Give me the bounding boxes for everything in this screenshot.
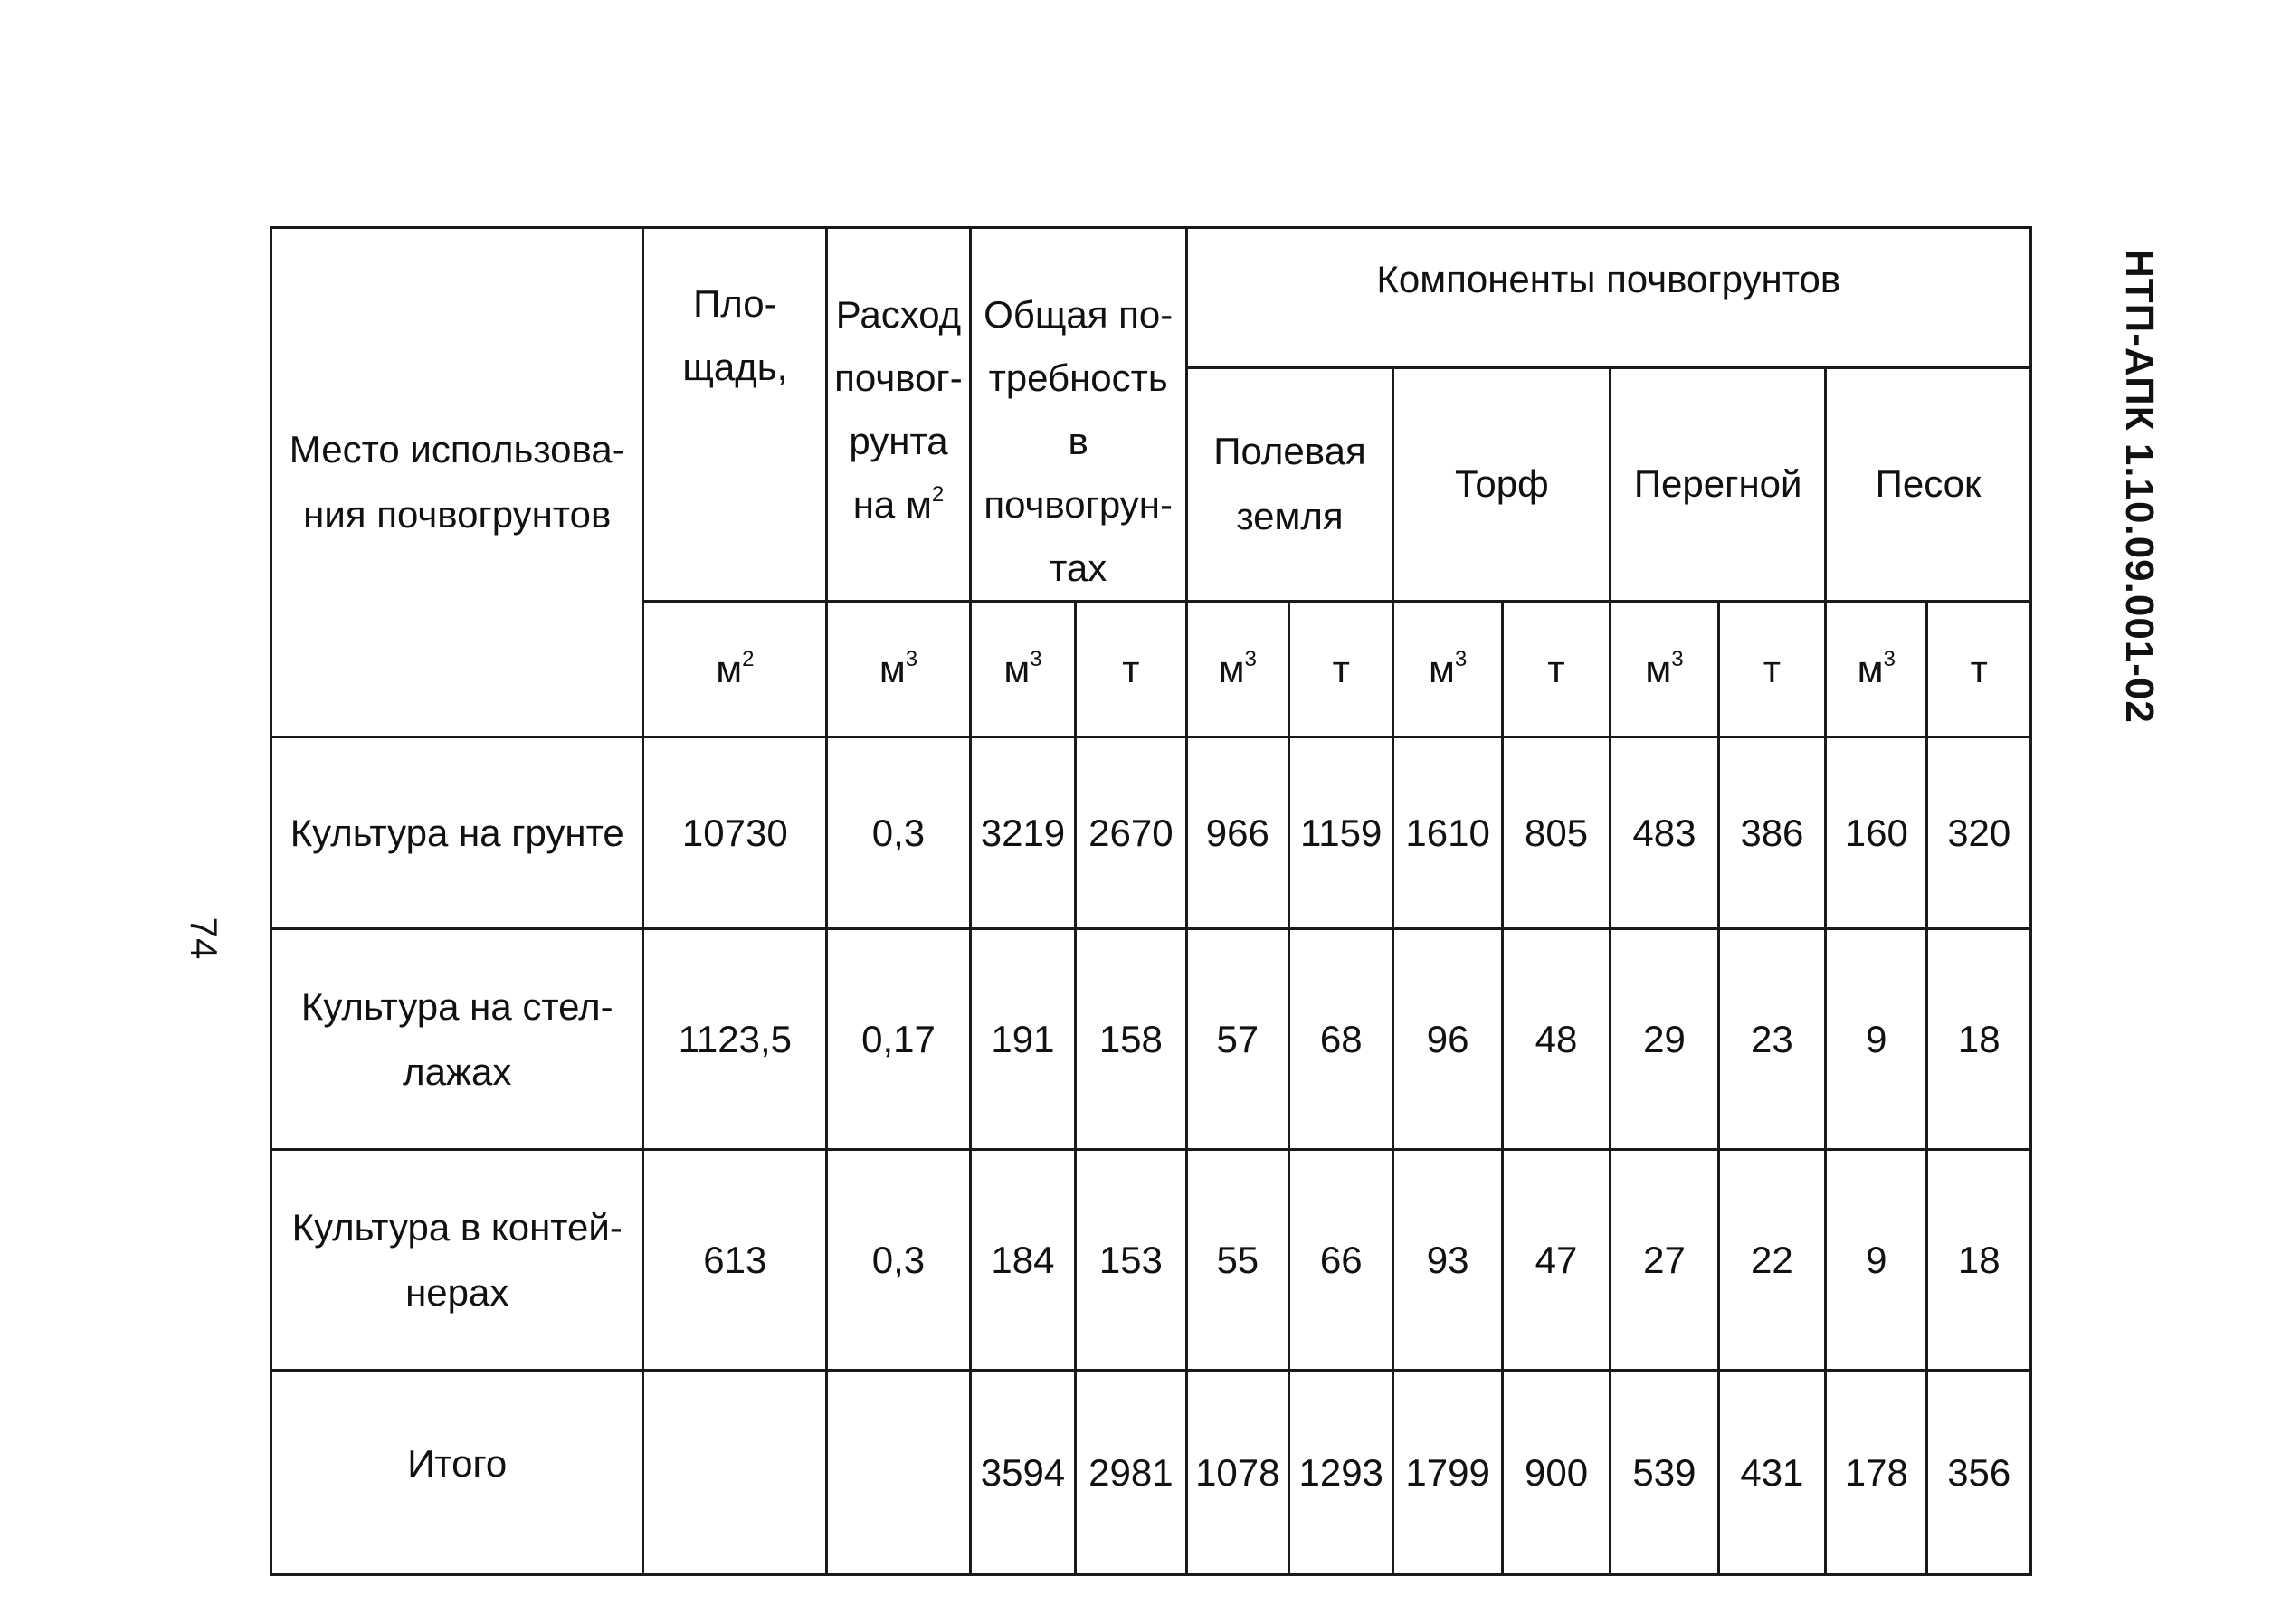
unit-sand-m3: $м^3$	[1826, 602, 1927, 737]
cell-field-m3: 55	[1186, 1150, 1288, 1371]
cell-humus-t: 23	[1718, 929, 1825, 1150]
cell-peat-t: 900	[1502, 1371, 1610, 1575]
cell-total-t: 158	[1076, 929, 1186, 1150]
cell-sand-t: 18	[1927, 929, 2031, 1150]
header-sand: Песок	[1826, 367, 2031, 601]
cell-peat-m3: 96	[1393, 929, 1502, 1150]
cell-total-t: 2670	[1076, 737, 1186, 929]
document-code: НТП-АПК 1.10.09.001-02	[2117, 249, 2162, 724]
cell-peat-m3: 1799	[1393, 1371, 1502, 1575]
cell-field-m3: 1078	[1186, 1371, 1288, 1575]
unit-field-t: т	[1289, 602, 1393, 737]
cell-sand-t: 356	[1927, 1371, 2031, 1575]
header-total-need: Общая по-требность в почвогрун-тах	[970, 228, 1186, 602]
cell-field-t: 68	[1289, 929, 1393, 1150]
cell-sand-t: 18	[1927, 1150, 2031, 1371]
table-row	[271, 1371, 2031, 1575]
cell-area: 613	[643, 1150, 827, 1371]
cell-humus-m3: 29	[1611, 929, 1718, 1150]
unit-field-m3: $м^3$	[1186, 602, 1288, 737]
cell-field-t: 1293	[1289, 1371, 1393, 1575]
header-humus: Перегной	[1611, 367, 1826, 601]
cell-total-t: 2981	[1076, 1371, 1186, 1575]
cell-humus-m3: 27	[1611, 1150, 1718, 1371]
cell-total-m3: 191	[970, 929, 1075, 1150]
cell-total-m3: 3219	[970, 737, 1075, 929]
cell-total-m3: 3594	[970, 1371, 1075, 1575]
unit-sand-t: т	[1927, 602, 2031, 737]
header-area: Пло-щадь,	[643, 228, 827, 602]
page-number: 74	[183, 916, 225, 960]
soil-components-table	[270, 226, 2032, 1576]
cell-field-t: 66	[1289, 1150, 1393, 1371]
cell-sand-m3: 160	[1826, 737, 1927, 929]
table-row	[271, 1150, 2031, 1371]
cell-consumption: 0,17	[827, 929, 971, 1150]
cell-area: 1123,5	[643, 929, 827, 1150]
cell-total-t: 153	[1076, 1150, 1186, 1371]
unit-peat-t: т	[1502, 602, 1610, 737]
header-consumption: Расход почвог-рунта на $м^2$	[827, 228, 971, 602]
cell-humus-m3: 539	[1611, 1371, 1718, 1575]
unit-humus-m3: $м^3$	[1611, 602, 1718, 737]
unit-total-t: т	[1076, 602, 1186, 737]
cell-peat-t: 47	[1502, 1150, 1610, 1371]
row-label: Культура на грунте	[271, 737, 643, 929]
row-label: Культура в контей-нерах	[271, 1150, 643, 1371]
cell-area: 10730	[643, 737, 827, 929]
cell-area	[643, 1371, 827, 1575]
header-components: Компоненты почвогрунтов	[1186, 228, 2030, 368]
unit-consumption: $м^3$	[827, 602, 971, 737]
row-label: Культура на стел-лажах	[271, 929, 643, 1150]
cell-sand-m3: 9	[1826, 929, 1927, 1150]
cell-peat-t: 805	[1502, 737, 1610, 929]
unit-peat-m3: $м^3$	[1393, 602, 1502, 737]
cell-consumption: 0,3	[827, 1150, 971, 1371]
table-row	[271, 929, 2031, 1150]
cell-consumption: 0,3	[827, 737, 971, 929]
cell-humus-t: 431	[1718, 1371, 1825, 1575]
cell-humus-m3: 483	[1611, 737, 1718, 929]
unit-area: $м^2$	[643, 602, 827, 737]
header-field-soil: Полевая земля	[1186, 367, 1393, 601]
unit-total-m3: $м^3$	[970, 602, 1075, 737]
cell-humus-t: 386	[1718, 737, 1825, 929]
cell-consumption	[827, 1371, 971, 1575]
cell-field-m3: 966	[1186, 737, 1288, 929]
cell-total-m3: 184	[970, 1150, 1075, 1371]
cell-field-m3: 57	[1186, 929, 1288, 1150]
table-row	[271, 737, 2031, 929]
cell-sand-t: 320	[1927, 737, 2031, 929]
cell-peat-t: 48	[1502, 929, 1610, 1150]
header-place: Место использова-ния почвогрунтов	[271, 228, 643, 737]
cell-peat-m3: 1610	[1393, 737, 1502, 929]
cell-sand-m3: 9	[1826, 1150, 1927, 1371]
cell-humus-t: 22	[1718, 1150, 1825, 1371]
header-peat: Торф	[1393, 367, 1611, 601]
row-label: Итого	[271, 1371, 643, 1575]
cell-peat-m3: 93	[1393, 1150, 1502, 1371]
cell-sand-m3: 178	[1826, 1371, 1927, 1575]
unit-humus-t: т	[1718, 602, 1825, 737]
cell-field-t: 1159	[1289, 737, 1393, 929]
